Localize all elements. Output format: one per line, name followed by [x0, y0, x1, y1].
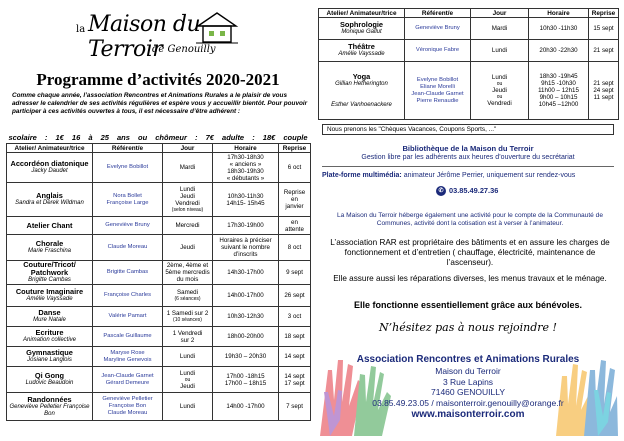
- hours-value: « débutants »: [226, 174, 265, 182]
- day-value: ou: [496, 94, 503, 100]
- hours-cell: [213, 153, 279, 183]
- platform-text: [322, 172, 618, 179]
- day-value: ou: [496, 81, 503, 87]
- restart-cell: [279, 153, 311, 183]
- hours-value: 10h30-11h30: [227, 192, 264, 200]
- activity-name: Accordéon diatonique: [10, 159, 89, 168]
- table-row: [7, 235, 311, 261]
- library-title: Bibliothèque de la Maison du Terroir: [402, 144, 534, 153]
- activity-name: Chorale: [35, 239, 64, 248]
- table-row: [7, 393, 311, 421]
- restart-value: Reprise: [283, 189, 306, 196]
- day-value: Vendredi: [175, 200, 200, 207]
- hours-value: 18h30-19h30: [227, 167, 264, 175]
- referent-name: Véronique Fabre: [415, 47, 460, 53]
- day-value: sur 2: [180, 336, 195, 344]
- phone-number: 03.85.49.27.36: [449, 186, 499, 195]
- restart-value: 8 oct: [287, 244, 302, 251]
- hours-value: 11h00 – 12h15: [538, 87, 579, 94]
- restart-value: attente: [285, 225, 304, 233]
- hours-value: 17h00 – 18h15: [224, 379, 267, 387]
- restart-cell: [279, 285, 311, 307]
- day-value: Lundi: [179, 369, 196, 377]
- right-column: [318, 8, 618, 436]
- restart-value: 11 sept: [593, 94, 614, 101]
- header-day: Jour: [163, 144, 213, 153]
- restart-value: 17 sept: [284, 379, 305, 387]
- page-title: Programme d’activités 2020-2021: [36, 70, 280, 89]
- activity-name: Théâtre: [348, 42, 375, 51]
- restart-value: 24 sept: [593, 87, 614, 94]
- table-row: [7, 285, 311, 307]
- restart-value: janvier: [285, 203, 304, 210]
- referent-cell: [93, 347, 163, 367]
- hours-cell: [529, 18, 589, 40]
- referent-name: Pascale Guillaume: [103, 333, 152, 339]
- activities-table-right: [318, 8, 619, 120]
- day-cell: [471, 62, 529, 120]
- day-cell: [471, 40, 529, 62]
- referent-name: Françoise Large: [106, 199, 149, 206]
- animator-name: Amélie Vayssade: [26, 296, 73, 302]
- restart-cell: [279, 393, 311, 421]
- address-line1: Maison du Terroir: [435, 366, 501, 376]
- library-desc: Gestion libre par les adhérents aux heures d’ouverture du secrétariat: [361, 154, 575, 161]
- hours-value: 19h30 – 20h30: [224, 353, 267, 360]
- restart-value: 9 sept: [286, 269, 303, 276]
- activity-name: Sophrologie: [339, 20, 384, 29]
- activity-cell: [7, 307, 93, 327]
- table-row: [319, 62, 619, 120]
- restart-cell: [279, 347, 311, 367]
- day-value: du mois: [176, 276, 199, 283]
- day-cell: [163, 393, 213, 421]
- hours-cell: [213, 307, 279, 327]
- referent-cell: [405, 62, 471, 120]
- restart-cell: [279, 217, 311, 235]
- referent-cell: [93, 393, 163, 421]
- header-activity: Atelier/ Animateur/trice: [319, 9, 405, 18]
- platform-label: Plate-forme multimédia:: [322, 172, 402, 179]
- table-row: [7, 307, 311, 327]
- hours-cell: [213, 217, 279, 235]
- referent-name: Maryse Rose: [110, 349, 145, 356]
- intro-text: Comme chaque année, l’association Rencontres et Animations Rurales a le plaisir de vous adresser le calendrier de ses activités régulières et espère vous y accueillir bientôt. Pour pouvoir participer à ces activités ouvertes à tous, il est nécessaire d’être adhérent :: [12, 92, 308, 116]
- day-value: ou: [184, 376, 191, 383]
- day-value: Mardi: [491, 25, 508, 32]
- day-value: Jeudi: [492, 87, 507, 94]
- hours-value: 18h30 -19h45: [539, 73, 578, 80]
- day-value: 1 Samedi sur 2: [166, 310, 209, 317]
- referent-name: Evelyne Bobillot: [416, 76, 459, 83]
- header-hours: Horaire: [529, 9, 589, 18]
- restart-cell: [589, 18, 619, 40]
- community-text: La Maison du Terroir héberge également une activité pour le compte de la Communauté de Communes, activité dont la cotisation est à verser à l’animateur.: [337, 212, 603, 227]
- hours-value: 17h30-18h30: [227, 153, 264, 161]
- restart-value: 3 oct: [287, 313, 302, 320]
- activity-cell: [7, 347, 93, 367]
- hours-cell: [529, 40, 589, 62]
- restart-value: 14 sept: [284, 372, 305, 380]
- activity-cell: [319, 62, 405, 120]
- hours-value: 20h30 -22h30: [539, 47, 578, 54]
- volunteers-text: Elle fonctionne essentiellement grâce aux bénévoles.: [353, 300, 583, 310]
- table-row: [319, 40, 619, 62]
- hours-value: 14h00 -17h00: [226, 403, 265, 410]
- hours-value: Horaires à préciser: [219, 237, 272, 244]
- org-name: Association Rencontres et Animations Rurales: [356, 354, 580, 365]
- day-value: (selon niveau): [171, 207, 204, 213]
- referent-name: Eliane Morelli: [420, 83, 455, 90]
- activities-table-left: [6, 143, 311, 421]
- referent-name: Brigitte Cambas: [106, 269, 149, 275]
- referent-name: Maryline Genevois: [103, 356, 152, 363]
- animator-name: Sandra et Derek Wildman: [15, 200, 84, 206]
- hours-cell: [213, 367, 279, 393]
- activity-name: Couture Imaginaire: [15, 287, 84, 296]
- hours-value: 18h00-20h00: [227, 333, 264, 340]
- hours-cell: [213, 235, 279, 261]
- activity-cell: [7, 153, 93, 183]
- header-restart: Reprise: [279, 144, 311, 153]
- referent-name: Claude Moreau: [107, 244, 148, 250]
- activity-cell: [319, 18, 405, 40]
- hours-value: 14h30-17h00: [227, 269, 264, 276]
- day-cell: [163, 217, 213, 235]
- referent-name: Valérie Pamart: [108, 313, 147, 319]
- activity-name: Gymnastique: [26, 348, 73, 357]
- restart-value: en: [291, 218, 298, 226]
- header-day: Jour: [471, 9, 529, 18]
- day-value: (10 séances): [173, 317, 202, 323]
- referent-cell: [93, 153, 163, 183]
- activity-name: Randonnées: [27, 394, 72, 404]
- day-cell: [163, 153, 213, 183]
- hours-value: 10h45 –12h00: [538, 101, 579, 108]
- restart-cell: [589, 62, 619, 120]
- hours-value: 17h30-19h00: [227, 222, 264, 229]
- activity-name: Anglais: [36, 191, 63, 200]
- day-value: Mercredi: [175, 222, 200, 229]
- animator-name: Geneviève Pelletier Françoise Bon: [9, 403, 90, 417]
- restart-value: 18 sept: [284, 333, 305, 340]
- referent-cell: [93, 327, 163, 347]
- activity-cell: [7, 261, 93, 285]
- header-hours: Horaire: [213, 144, 279, 153]
- day-value: Vendredi: [487, 100, 512, 107]
- day-value: Jeudi: [180, 193, 195, 200]
- hours-cell: [529, 62, 589, 120]
- restart-value: 21 sept: [593, 47, 614, 54]
- hours-value: 17h00 -18h15: [226, 372, 265, 380]
- logo-prefix: la: [76, 24, 86, 35]
- day-cell: [163, 235, 213, 261]
- referent-name: Gérard Demeure: [105, 379, 150, 386]
- activity-cell: [7, 235, 93, 261]
- table-row: [7, 347, 311, 367]
- membership-prices: scolaire : 1€ 16 à 25 ans ou chômeur : 7€ adulte : 18€ couple: [8, 133, 308, 142]
- hours-value: 9h15 -10h30: [541, 80, 576, 87]
- phone: [436, 186, 498, 196]
- restart-cell: [279, 307, 311, 327]
- left-column: [6, 6, 310, 436]
- restart-value: 15 sept: [593, 25, 614, 32]
- table-row: [7, 261, 311, 285]
- referent-name: Françoise Bon: [108, 403, 147, 409]
- referent-cell: [93, 285, 163, 307]
- contact-line[interactable]: 03.85.49.23.05 / maisonterroir.genouilly@orange.fr: [372, 397, 564, 408]
- day-cell: [471, 18, 529, 40]
- day-value: Lundi: [491, 74, 508, 81]
- restart-value: 14 sept: [284, 353, 305, 360]
- header-restart: Reprise: [589, 9, 619, 18]
- activity-name: Danse: [38, 308, 61, 317]
- activity-cell: [7, 183, 93, 217]
- animator-name: Jacky Daudet: [31, 168, 68, 174]
- referent-name: Claude Moreau: [107, 410, 148, 416]
- day-cell: [163, 347, 213, 367]
- restart-cell: [279, 367, 311, 393]
- header-activity: Atelier/ Animateur/trice: [7, 144, 93, 153]
- website-link[interactable]: www.maisonterroir.com: [411, 409, 525, 420]
- animator-name: Brigitte Cambas: [28, 277, 71, 283]
- hours-cell: [213, 285, 279, 307]
- address-line2: 3 Rue Lapins: [442, 376, 494, 387]
- referent-name: Françoise Charles: [103, 292, 152, 298]
- day-value: Jeudi: [180, 244, 195, 251]
- restart-cell: [279, 183, 311, 217]
- table-row: [7, 327, 311, 347]
- day-cell: [163, 183, 213, 217]
- activity-cell: [319, 40, 405, 62]
- restart-value: 7 sept: [286, 403, 303, 410]
- logo-place: de Genouilly: [152, 44, 216, 55]
- referent-name: Jean-Claude Garnet: [411, 90, 464, 97]
- header-referent: Référent/e: [93, 144, 163, 153]
- activity-name: Qi Gong: [34, 371, 65, 380]
- house-icon: [194, 10, 240, 44]
- animator-name: Josiane Langlois: [27, 357, 72, 363]
- repairs-text: Elle assure aussi les réparations diverses, les menus travaux et le ménage.: [333, 274, 607, 283]
- animator-name: Animation collective: [22, 337, 77, 343]
- restart-value: 26 sept: [284, 292, 305, 299]
- table-row: [7, 217, 311, 235]
- day-value: Samedi: [177, 289, 198, 296]
- day-value: Lundi: [491, 47, 508, 54]
- activity-cell: [7, 327, 93, 347]
- referent-name: Nora Bollet: [113, 192, 142, 199]
- left-table-body: [7, 153, 311, 421]
- day-value: Mardi: [179, 164, 196, 171]
- table-row: [7, 367, 311, 393]
- activity-cell: [7, 285, 93, 307]
- hours-value: « anciens »: [229, 160, 262, 168]
- activity-name: Ecriture: [35, 328, 64, 337]
- table-row: [319, 18, 619, 40]
- referent-cell: [405, 40, 471, 62]
- phone-icon: ✆: [436, 186, 446, 196]
- restart-value: 21 sept: [593, 80, 614, 87]
- hours-cell: [213, 347, 279, 367]
- day-cell: [163, 307, 213, 327]
- referent-name: Evelyne Bobillot: [106, 164, 149, 170]
- hours-cell: [213, 261, 279, 285]
- referent-cell: [93, 235, 163, 261]
- day-cell: [163, 327, 213, 347]
- referent-cell: [405, 18, 471, 40]
- day-value: Lundi: [179, 353, 196, 360]
- activity-name: Couture/Tricot/ Patchwork: [23, 260, 76, 277]
- animator-name: Gillian Hetherington: [335, 80, 388, 87]
- hours-value: 10h30-12h30: [227, 313, 264, 320]
- animator-name: Amélie Vayssade: [338, 51, 385, 57]
- referent-cell: [93, 183, 163, 217]
- day-value: 2ème, 4ème et: [166, 262, 209, 269]
- hours-value: suivant le nombre: [221, 244, 270, 251]
- hours-value: 10h30 -11h30: [539, 25, 578, 32]
- hours-cell: [213, 183, 279, 217]
- activity-cell: [7, 393, 93, 421]
- table-row: [7, 183, 311, 217]
- restart-cell: [279, 261, 311, 285]
- animator-name: Mure Natale: [33, 317, 66, 323]
- notice-box: Nous prenons les "Chèques Vacances, Coupons Sports, ...": [322, 124, 614, 135]
- restart-cell: [279, 327, 311, 347]
- referent-cell: [93, 367, 163, 393]
- hours-value: 14h15- 15h45: [226, 199, 265, 207]
- animator-name: Marie Fraschina: [27, 248, 71, 254]
- join-text: N’hésitez pas à nous rejoindre !: [379, 321, 557, 334]
- header-referent: Référent/e: [405, 9, 471, 18]
- referent-cell: [93, 261, 163, 285]
- hours-value: 9h00 – 10h15: [539, 94, 578, 101]
- day-cell: [163, 261, 213, 285]
- hours-cell: [213, 393, 279, 421]
- restart-cell: [279, 235, 311, 261]
- referent-name: Pierre Renaudie: [416, 97, 459, 104]
- animator-name: Ludovic Beaudoin: [25, 380, 74, 386]
- day-value: Jeudi: [180, 382, 195, 390]
- address-block: [318, 353, 618, 421]
- platform-desc: animateur Jérôme Perrier, uniquement sur rendez-vous: [401, 172, 576, 179]
- hours-value: 14h00-17h00: [227, 292, 264, 299]
- address-line3: 71460 GENOUILLY: [430, 387, 506, 397]
- hours-cell: [213, 327, 279, 347]
- activity-cell: [7, 367, 93, 393]
- referent-name: Jean-Claude Garnet: [101, 372, 154, 379]
- day-value: (6 séances): [174, 296, 201, 302]
- day-value: 1 Vendredi: [172, 329, 203, 337]
- referent-name: Geneviève Pelletier: [102, 396, 153, 402]
- logo: [74, 8, 244, 68]
- referent-cell: [93, 217, 163, 235]
- day-cell: [163, 285, 213, 307]
- right-table-body: [319, 18, 619, 120]
- divider: [322, 166, 614, 167]
- rar-text: L’association RAR est propriétaire des bâtiments et en assure les charges de fonctionnement et d’entretien ( chauffage, électricité, maintenance de l’ascenseur).: [330, 238, 610, 267]
- restart-value: en: [291, 196, 298, 203]
- activity-name: Yoga: [352, 71, 371, 81]
- activity-cell: [7, 217, 93, 235]
- referent-cell: [93, 307, 163, 327]
- restart-value: 6 oct: [287, 164, 302, 171]
- animator-name: Monique Gallut: [341, 29, 382, 35]
- logo-name: Maison du Terroir: [88, 12, 201, 62]
- hours-value: d’inscrits: [233, 251, 258, 258]
- table-row: [7, 153, 311, 183]
- referent-name: Geneviève Bruny: [105, 222, 150, 228]
- day-value: 5ème mercredis: [165, 269, 210, 276]
- day-cell: [163, 367, 213, 393]
- activity-name: Atelier Chant: [26, 220, 73, 230]
- restart-cell: [589, 40, 619, 62]
- day-value: Lundi: [179, 403, 196, 410]
- day-value: Lundi: [179, 186, 196, 193]
- referent-name: Geneviève Bruny: [415, 25, 460, 31]
- animator-name: Esther Vanhoenackere: [331, 101, 392, 108]
